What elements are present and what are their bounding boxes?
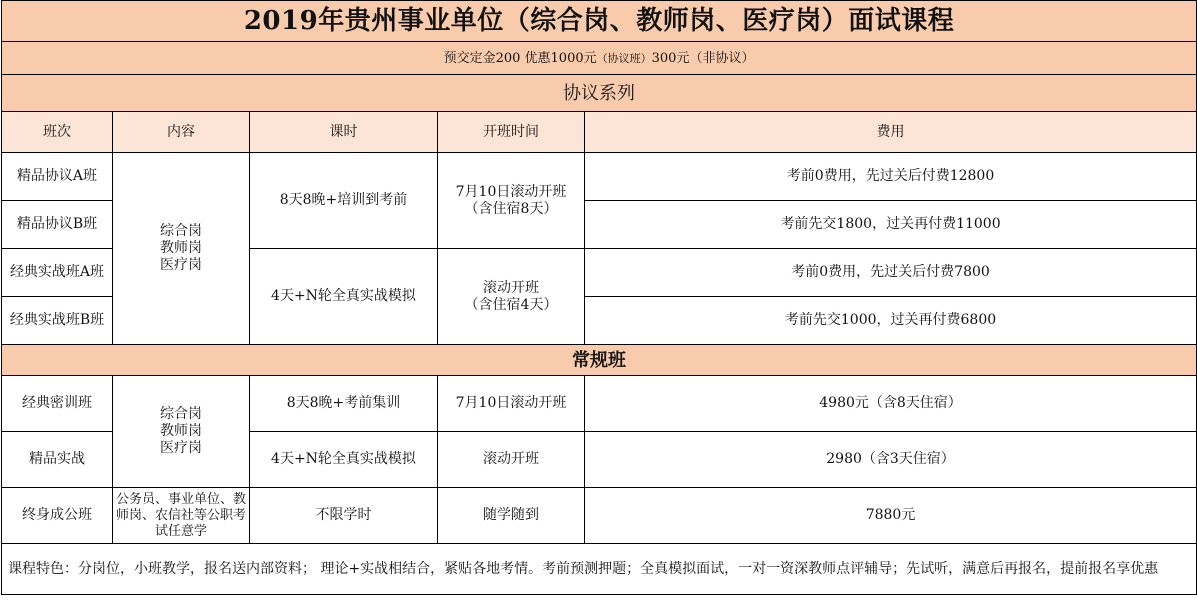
deposit-info	[2, 42, 1197, 75]
content-line: 医疗岗	[160, 440, 202, 456]
hours-cell: 8天8晚+考前集训	[250, 376, 438, 432]
table-row	[2, 376, 1197, 432]
course-table	[1, 0, 1197, 595]
section-protocol: 协议系列	[2, 75, 1197, 112]
start-cell	[438, 249, 585, 345]
course-features: 课程特色：分岗位，小班教学，报名送内部资料； 理论+实战相结合，紧贴各地考情。考前预测押题；全真模拟面试，一对一资深教师点评辅导；先试听，满意后再报名，提前报名享优惠	[2, 544, 1197, 595]
table-row	[2, 488, 1197, 544]
hours-cell: 8天8晚+培训到考前	[250, 153, 438, 249]
header-content: 内容	[113, 112, 250, 153]
start-cell: 7月10日滚动开班	[438, 376, 585, 432]
table-row	[2, 153, 1197, 201]
content-line: 教师岗	[160, 423, 202, 439]
deposit-info-main: 预交定金200 优惠1000元	[443, 50, 597, 66]
start-line: （含住宿8天）	[464, 200, 558, 217]
header-hours: 课时	[250, 112, 438, 153]
content-line: 医疗岗	[160, 257, 202, 273]
page-title: 2019年贵州事业单位（综合岗、教师岗、医疗岗）面试课程	[2, 1, 1197, 42]
fee-cell: 考前0费用，先过关后付费12800	[585, 153, 1197, 201]
content-line: 教师岗	[160, 240, 202, 256]
class-name: 精品协议B班	[2, 201, 113, 249]
fee-cell: 考前0费用，先过关后付费7800	[585, 249, 1197, 297]
content-line: 综合岗	[160, 406, 202, 422]
content-cell	[113, 376, 250, 488]
class-name: 终身成公班	[2, 488, 113, 544]
class-name: 经典实战班A班	[2, 249, 113, 297]
hours-cell: 4天+N轮全真实战模拟	[250, 249, 438, 345]
class-name: 精品实战	[2, 432, 113, 488]
start-cell: 随学随到	[438, 488, 585, 544]
fee-cell: 考前先交1000，过关再付费6800	[585, 297, 1197, 345]
start-line: 滚动开班	[483, 279, 539, 296]
class-name: 精品协议A班	[2, 153, 113, 201]
section-regular: 常规班	[2, 345, 1197, 376]
content-line: 综合岗	[160, 223, 202, 239]
fee-cell: 考前先交1800，过关再付费11000	[585, 201, 1197, 249]
deposit-info-note: （协议班）	[596, 51, 652, 65]
content-cell: 公务员、事业单位、教师岗、农信社等公职考试任意学	[113, 488, 250, 544]
start-line: （含住宿4天）	[464, 296, 558, 313]
fee-cell: 2980（含3天住宿）	[585, 432, 1197, 488]
class-name: 经典密训班	[2, 376, 113, 432]
fee-cell: 4980元（含8天住宿）	[585, 376, 1197, 432]
header-start: 开班时间	[438, 112, 585, 153]
start-cell	[438, 153, 585, 249]
deposit-info-extra: 300元（非协议）	[651, 50, 755, 66]
hours-cell: 4天+N轮全真实战模拟	[250, 432, 438, 488]
header-fee: 费用	[585, 112, 1197, 153]
fee-cell: 7880元	[585, 488, 1197, 544]
start-line: 7月10日滚动开班	[455, 183, 567, 200]
class-name: 经典实战班B班	[2, 297, 113, 345]
content-cell	[113, 153, 250, 345]
header-class: 班次	[2, 112, 113, 153]
hours-cell: 不限学时	[250, 488, 438, 544]
start-cell: 滚动开班	[438, 432, 585, 488]
